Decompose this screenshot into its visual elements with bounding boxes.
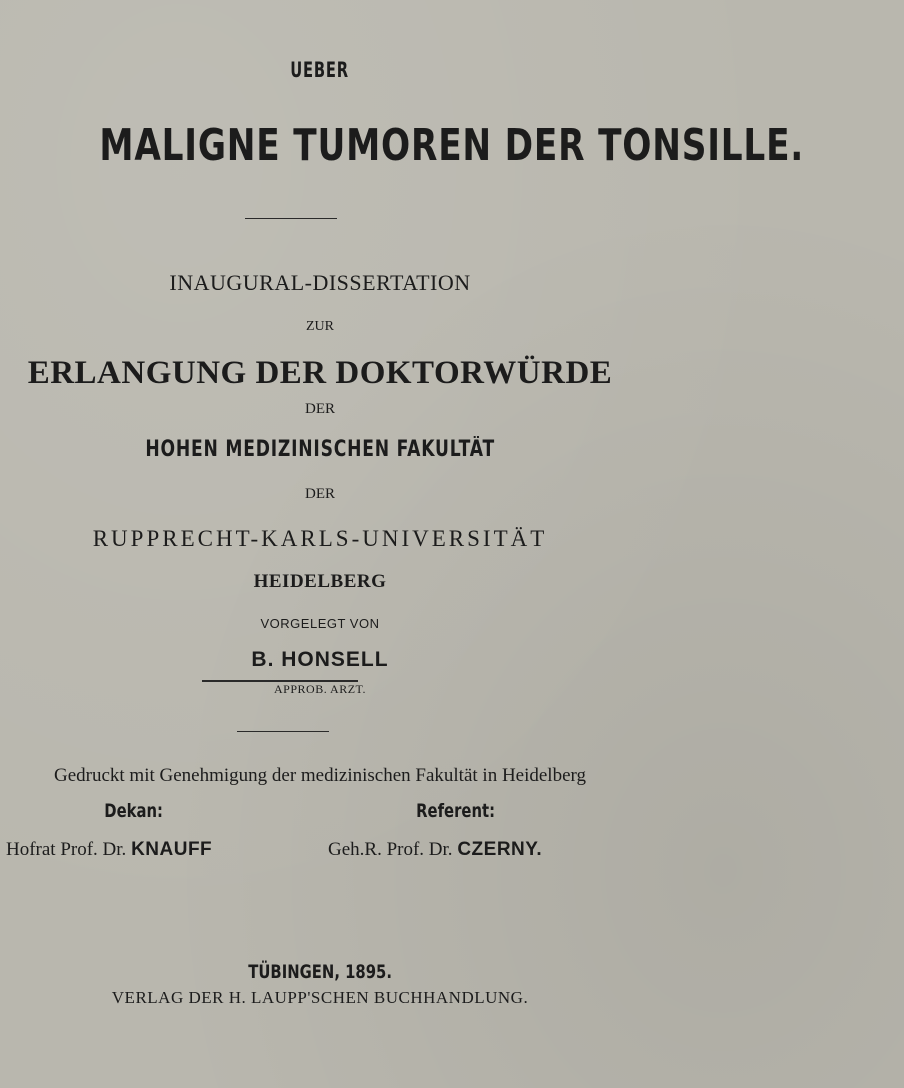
presented-by-label: VORGELEGT VON: [260, 616, 380, 631]
dean-prefix: Hofrat Prof. Dr.: [6, 839, 127, 860]
city-heading: HEIDELBERG: [253, 571, 387, 592]
referee-prefix: Geh.R. Prof. Dr.: [328, 839, 453, 860]
place-year: TÜBINGEN, 1895.: [248, 961, 392, 983]
referee-surname: CZERNY.: [457, 839, 543, 860]
dean-label: Dekan:: [104, 800, 163, 822]
pre-title: UEBER: [290, 58, 350, 82]
purpose-heading: ERLANGUNG DER DOKTORWÜRDE: [27, 355, 613, 391]
publisher: VERLAG DER H. LAUPP'SCHEN BUCHHANDLUNG.: [111, 988, 529, 1007]
referee-name: [328, 839, 542, 861]
approval-statement: Gedruckt mit Genehmigung der medizinischen Fakultät in Heidelberg: [53, 765, 587, 786]
dean-name: [6, 839, 212, 861]
der-label: DER: [305, 486, 335, 502]
author-title: APPROB. ARZT.: [274, 682, 366, 696]
zur-label: ZUR: [306, 319, 334, 334]
main-title: MALIGNE TUMOREN DER TONSILLE.: [99, 120, 805, 171]
faculty-heading: HOHEN MEDIZINISCHEN FAKULTÄT: [145, 437, 495, 462]
der-label: DER: [305, 401, 335, 417]
divider-rule: [237, 731, 329, 732]
author-name: B. HONSELL: [251, 648, 389, 671]
divider-rule: [245, 218, 337, 219]
dean-surname: KNAUFF: [131, 839, 213, 860]
dissertation-type: INAUGURAL-DISSERTATION: [169, 270, 471, 295]
referee-label: Referent:: [416, 800, 496, 822]
university-heading: RUPPRECHT-KARLS-UNIVERSITÄT: [92, 526, 548, 551]
